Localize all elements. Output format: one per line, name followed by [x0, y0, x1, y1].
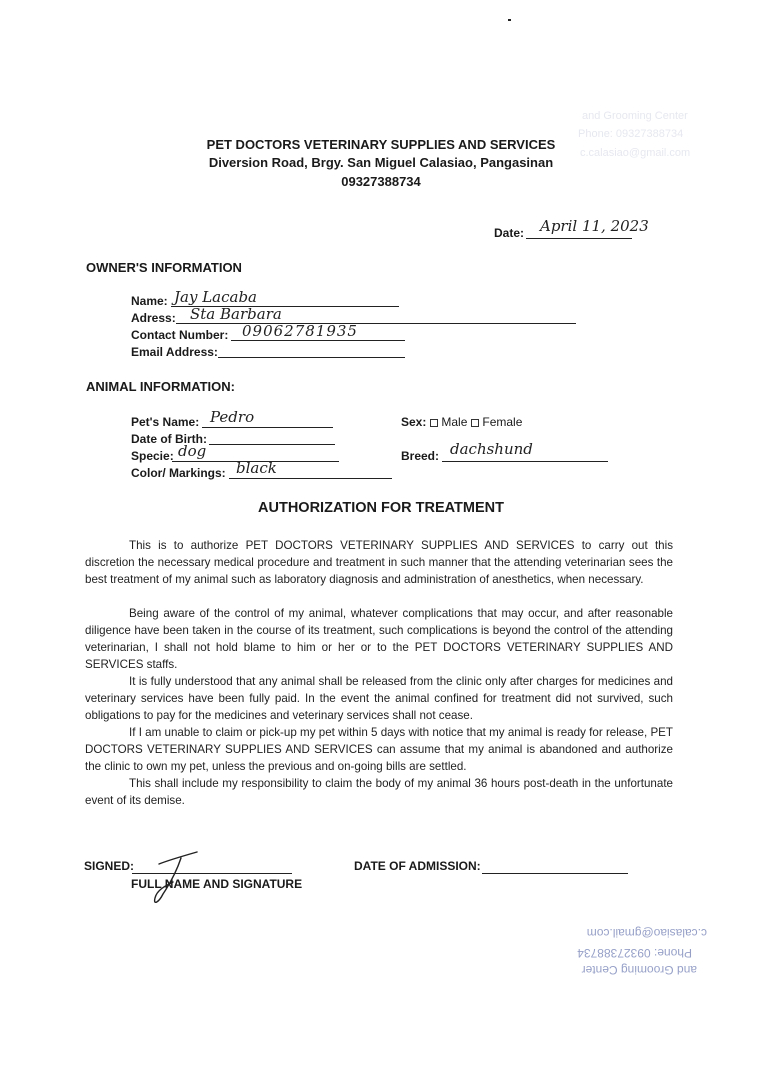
owner-name-value: Jay Lacaba: [174, 288, 257, 306]
bleed-through-line-2: Phone: 09327388734: [577, 946, 692, 960]
authorization-paragraph-5: This shall include my responsibility to claim the body of my animal 36 hours post-death in the unfortunate event of its demise.: [85, 777, 673, 807]
specie-label: Specie:: [131, 449, 174, 463]
business-phone: 09327388734: [341, 174, 421, 189]
date-line: [526, 238, 632, 239]
date-value: April 11, 2023: [540, 217, 649, 235]
date-of-admission-line: [482, 873, 628, 874]
authorization-title: AUTHORIZATION FOR TREATMENT: [258, 500, 504, 516]
contact-number-value: 09062781935: [242, 322, 358, 340]
contact-number-label: Contact Number:: [131, 328, 229, 342]
owner-address-value: Sta Barbara: [190, 305, 282, 323]
bleed-through-line-1: and Grooming Center: [581, 963, 697, 977]
pet-name-line: [202, 427, 333, 428]
speck: [508, 19, 511, 21]
breed-value: dachshund: [450, 440, 533, 458]
dob-label: Date of Birth:: [131, 432, 207, 446]
female-checkbox[interactable]: [471, 419, 479, 427]
email-label: Email Address:: [131, 345, 218, 359]
color-markings-value: black: [236, 459, 277, 477]
authorization-paragraph-4: If I am unable to claim or pick-up my pet within 5 days with notice that my animal is ready for release, PET DOCTORS VETERINARY SUPPLIES AND SERVICES can assume that my animal is abandoned and authorize the clinic to own my pet, unless the previous and on-going bills are settled.: [85, 726, 673, 773]
owner-section-title: OWNER'S INFORMATION: [86, 260, 242, 275]
specie-value: dog: [178, 442, 207, 460]
breed-label: Breed:: [401, 449, 440, 463]
owner-name-label: Name:: [131, 294, 168, 308]
bleed-through-line-3: c.calasiao@gmail.com: [586, 926, 707, 940]
color-markings-label: Color/ Markings:: [131, 466, 226, 480]
authorization-paragraph-2: Being aware of the control of my animal, whatever complications that may occur, and after reasonable diligence have been taken in the course of its treatment, such complications is beyond the control of the attending veterinarian, I shall not hold blame to him or her or to the PET DOCTORS VETERINARY SUPPLIES AND SERVICES staffs.: [85, 607, 673, 671]
bleed-through-faint-2: Phone: 09327388734: [578, 128, 684, 140]
bleed-through-faint-3: c.calasiao@gmail.com: [580, 147, 691, 159]
handwritten-signature-icon: [145, 846, 205, 910]
email-line: [218, 357, 405, 358]
business-name: PET DOCTORS VETERINARY SUPPLIES AND SERVICES: [206, 137, 556, 152]
business-address: Diversion Road, Brgy. San Miguel Calasiao, Pangasinan: [208, 155, 554, 170]
full-name-signature-label: FULL NAME AND SIGNATURE: [131, 877, 303, 891]
breed-line: [442, 461, 608, 462]
contact-number-line: [231, 340, 405, 341]
authorization-paragraph-1: This is to authorize PET DOCTORS VETERINARY SUPPLIES AND SERVICES to carry out this discretion the necessary medical procedure and treatment in such manner that the attending veterinarian sees the best treatment of my animal such as laboratory diagnosis and administration of anesthetics, when necessary.: [85, 539, 673, 586]
owner-address-line: [176, 323, 576, 324]
owner-address-label: Adress:: [131, 311, 176, 325]
date-of-admission-label: DATE OF ADMISSION:: [354, 859, 481, 873]
sex-field: [401, 415, 522, 429]
sex-label: Sex:: [401, 415, 427, 429]
pet-name-value: Pedro: [210, 408, 255, 426]
bleed-through-faint-1: and Grooming Center: [582, 110, 688, 122]
dob-line: [209, 444, 335, 445]
animal-section-title: ANIMAL INFORMATION:: [86, 379, 235, 394]
authorization-paragraph-3: It is fully understood that any animal shall be released from the clinic only after charges for medicines and veterinary services have been fully paid. In the event the animal confined for treatment did not survived, such obligations to pay for the medicines and veterinary services shall not cease.: [85, 675, 673, 722]
male-label: Male: [441, 415, 468, 429]
date-label: Date:: [494, 226, 525, 240]
color-markings-line: [229, 478, 392, 479]
female-label: Female: [482, 415, 523, 429]
pet-name-label: Pet's Name:: [131, 415, 200, 429]
signed-label: SIGNED:: [84, 859, 135, 873]
male-checkbox[interactable]: [430, 419, 438, 427]
